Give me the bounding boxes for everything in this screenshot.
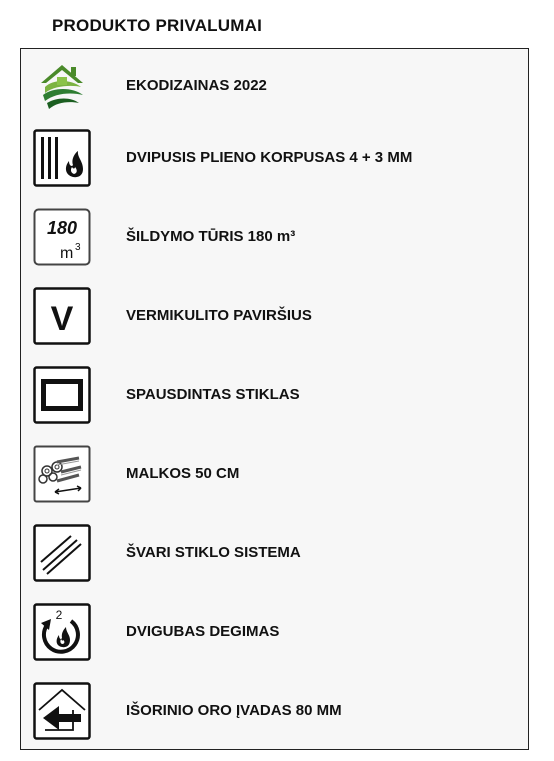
feature-item-ecodesign [21,57,528,136]
feature-item-double-combustion [21,603,528,682]
page-title: PRODUKTO PRIVALUMAI [52,16,263,35]
heating-volume-number: 180 [46,218,78,238]
svg-text:m: m [60,245,74,262]
feature-item-steel-body [21,129,528,208]
firewood-icon [33,445,91,503]
printed-glass-icon [33,366,91,424]
feature-item-firewood [21,445,528,524]
feature-label: ŠILDYMO TŪRIS 180 m³ [126,228,296,245]
double-combustion-number: 2 [55,608,63,622]
feature-label: DVIGUBAS DEGIMAS [126,623,280,640]
feature-label: VERMIKULITO PAVIRŠIUS [126,307,312,324]
feature-label: IŠORINIO ORO ĮVADAS 80 MM [126,702,342,719]
feature-item-printed-glass [21,366,528,445]
double-combustion-icon [33,603,91,661]
feature-item-heating-volume [21,208,528,287]
feature-label: MALKOS 50 CM [126,465,240,482]
vermiculite-icon [33,287,91,345]
feature-item-outside-air [21,682,528,761]
steel-body-flame-icon [33,129,91,187]
feature-item-clean-glass [21,524,528,603]
features-panel [20,48,529,750]
feature-label: DVIPUSIS PLIENO KORPUSAS 4 + 3 MM [126,149,413,166]
feature-label: ŠVARI STIKLO SISTEMA [126,544,301,561]
eco-house-icon [33,57,91,115]
clean-glass-icon [33,524,91,582]
outside-air-inlet-icon [33,682,91,740]
vermiculite-glyph: V [50,300,74,338]
heating-volume-icon [33,208,91,266]
feature-item-vermiculite [21,287,528,366]
svg-text:3: 3 [75,242,81,253]
feature-label: EKODIZAINAS 2022 [126,77,267,94]
feature-label: SPAUSDINTAS STIKLAS [126,386,300,403]
